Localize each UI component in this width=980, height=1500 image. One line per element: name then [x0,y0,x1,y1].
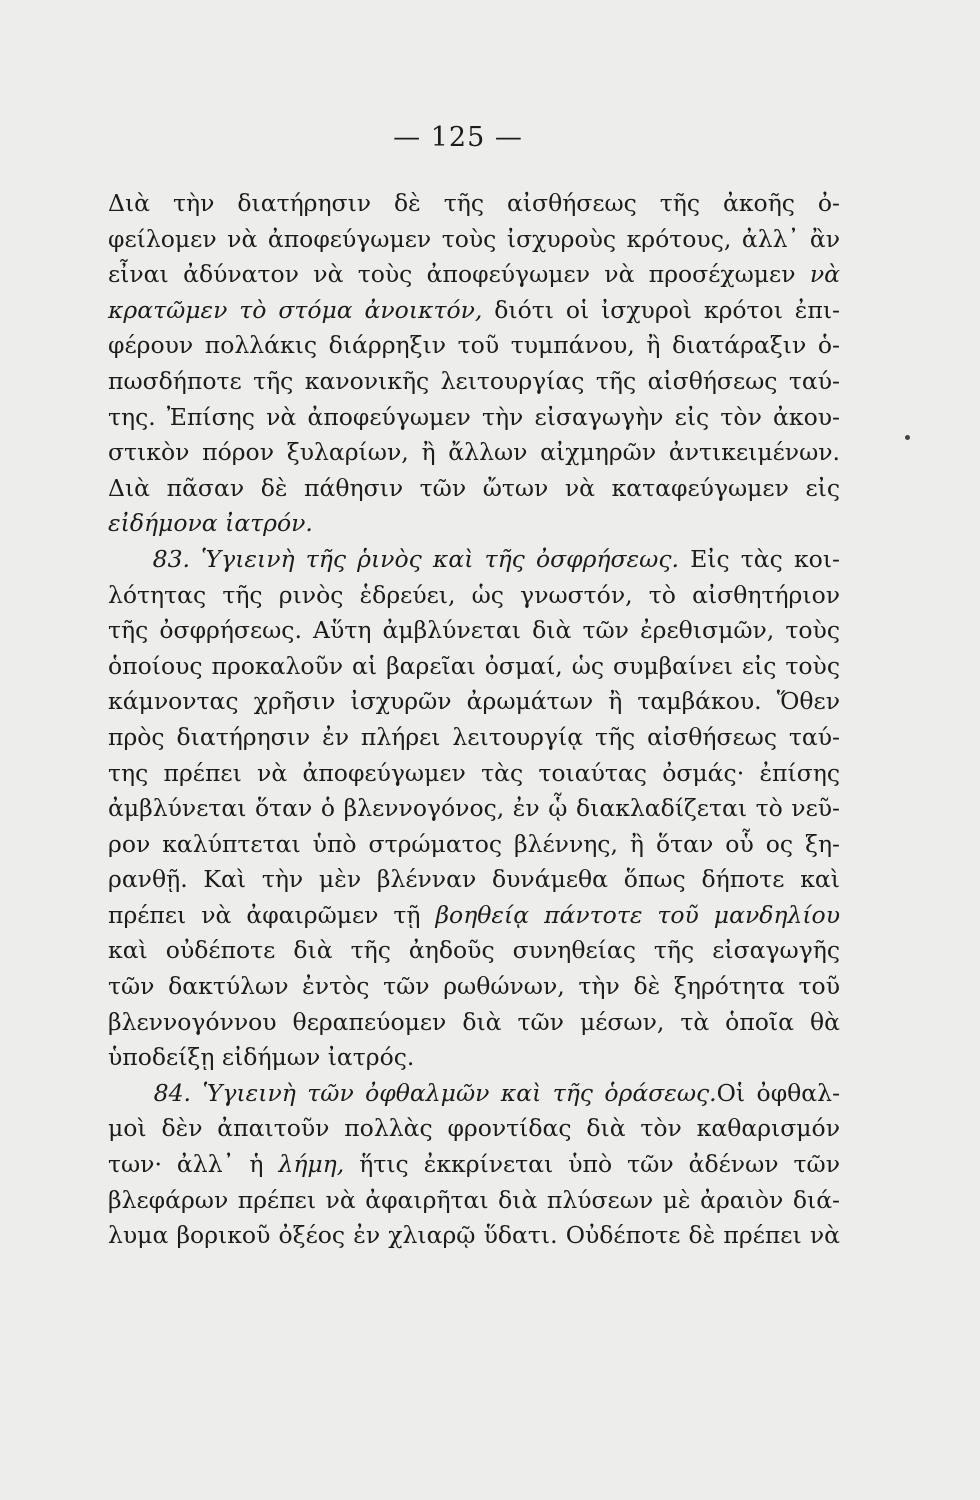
text-run: ρανθῇ. Καὶ τὴν μὲν βλένναν δυνάμεθα ὅπως δήποτε καὶ [108,865,840,894]
italic-text: εἰδήμονα ἰατρόν. [108,509,313,538]
text-run: μοὶ δὲν ἀπαιτοῦν πολλὰς φροντίδας διὰ τὸν καθαρισμόν [108,1114,840,1143]
text-run: ὑποδείξῃ εἰδήμων ἰατρός. [108,1043,415,1072]
body-text [108,186,840,1254]
text-line [108,898,840,934]
text-run: πρέπει νὰ ἀφαιρῶμεν τῇ [108,900,436,929]
text-run: βλεφάρων πρέπει νὰ ἀφαιρῆται διὰ πλύσεων μὲ ἀραιὸν διά- [108,1185,840,1214]
ink-speck [905,435,910,440]
text-run: Διὰ πᾶσαν δὲ πάθησιν τῶν ὤτων νὰ καταφεύγωμεν εἰς [108,473,840,502]
text-run: φείλομεν νὰ ἀποφεύγωμεν τοὺς ἰσχυροὺς κρότους, ἀλλ᾿ ἂν [108,224,840,253]
italic-text: κρατῶμεν τὸ στόμα ἀνοικτόν, [108,295,483,324]
text-line [108,862,840,898]
text-line [108,186,840,222]
text-run: Διὰ τὴν διατήρησιν δὲ τῆς αἰσθήσεως τῆς ἀκοῆς ὀ- [108,189,840,217]
text-line [108,1076,840,1112]
text-line [108,364,840,400]
text-run: της πρέπει νὰ ἀποφεύγωμεν τὰς τοιαύτας ὀσμάς· ἐπίσης [108,758,840,787]
text-line [108,1147,840,1183]
italic-text: 83. Ὑγιεινὴ τῆς ῥινὸς καὶ τῆς ὀσφρήσεως. [108,544,679,573]
text-run: στικὸν πόρον ξυλαρίων, ἢ ἄλλων αἰχμηρῶν ἀντικειμένων. [108,438,840,467]
text-run: εἶναι ἀδύνατον νὰ τοὺς ἀποφεύγωμεν νὰ προσέχωμεν [108,260,810,289]
text-line [108,649,840,685]
text-line [108,827,840,863]
text-run: φέρουν πολλάκις διάρρηξιν τοῦ τυμπάνου, ἢ διατάραξιν ὁ- [108,331,840,360]
text-line [108,933,840,969]
text-line [108,328,840,364]
text-line [108,1005,840,1041]
text-line [108,471,840,507]
text-run: ὁποίους προκαλοῦν αἱ βαρεῖαι ὀσμαί, ὡς συμβαίνει εἰς τοὺς [108,651,840,680]
text-run: τῆς ὀσφρήσεως. Αὕτη ἀμβλύνεται διὰ τῶν ἐρεθισμῶν, τοὺς [108,616,840,645]
text-line [108,257,840,293]
italic-text: βοηθείᾳ πάντοτε τοῦ μανδηλίου [435,900,840,929]
text-line [108,1218,840,1254]
text-run: Οἱ ὀφθαλ- [716,1078,841,1107]
text-run: ἀμβλύνεται ὅταν ὁ βλεννογόνος, ἐν ᾧ διακλαδίζεται τὸ νεῦ- [108,794,840,823]
text-run: διότι οἱ ἰσχυροὶ κρότοι ἐπι- [482,295,840,324]
text-run: βλεννογόννου θεραπεύομεν διὰ τῶν μέσων, τὰ ὁποῖα θὰ [108,1007,840,1036]
text-line [108,542,840,578]
text-line [108,1183,840,1219]
text-line [108,791,840,827]
text-line [108,506,840,542]
text-line [108,684,840,720]
text-line [108,756,840,792]
italic-text: νὰ [809,260,840,289]
text-line [108,293,840,329]
text-run: καὶ οὐδέποτε διὰ τῆς ἀηδοῦς συνηθείας τῆς εἰσαγωγῆς [108,936,840,965]
text-line [108,435,840,471]
text-line [108,969,840,1005]
text-run: πρὸς διατήρησιν ἐν πλήρει λειτουργίᾳ τῆς αἰσθήσεως ταύ- [108,722,840,751]
text-run: λότητας τῆς ρινὸς ἑδρεύει, ὡς γνωστόν, τὸ αἰσθητήριον [108,580,840,609]
text-line [108,222,840,258]
text-line [108,720,840,756]
text-run: της. Ἐπίσης νὰ ἀποφεύγωμεν τὴν εἰσαγωγὴν εἰς τὸν ἀκου- [108,402,840,431]
text-line [108,1111,840,1147]
text-run: ρον καλύπτεται ὑπὸ στρώματος βλέννης, ἢ ὅταν οὗ ος ξη- [108,829,840,858]
text-line [108,1040,840,1076]
text-run: τῶν δακτύλων ἐντὸς τῶν ρωθώνων, τὴν δὲ ξηρότητα τοῦ [108,972,840,1001]
text-run: κάμνοντας χρῆσιν ἰσχυρῶν ἀρωμάτων ἢ ταμβάκου. Ὅθεν [108,687,840,716]
text-run: πωσδήποτε τῆς κανονικῆς λειτουργίας τῆς αἰσθήσεως ταύ- [108,366,840,395]
text-run: ἥτις ἐκκρίνεται ὑπὸ τῶν ἀδένων τῶν [344,1150,840,1179]
text-line [108,400,840,436]
text-run: λυμα βορικοῦ ὀξέος ἐν χλιαρῷ ὕδατι. Οὐδέποτε δὲ πρέπει νὰ [108,1221,840,1250]
text-run: Εἰς τὰς κοι- [678,544,840,573]
page-number: — 125 — [393,122,523,153]
italic-text: λήμη, [278,1150,345,1179]
text-run: των· ἀλλ᾿ ἡ [108,1150,279,1179]
italic-text: 84. Ὑγιεινὴ τῶν ὀφθαλμῶν καὶ τῆς ὁράσεως. [108,1078,717,1107]
text-line [108,613,840,649]
text-line [108,578,840,614]
